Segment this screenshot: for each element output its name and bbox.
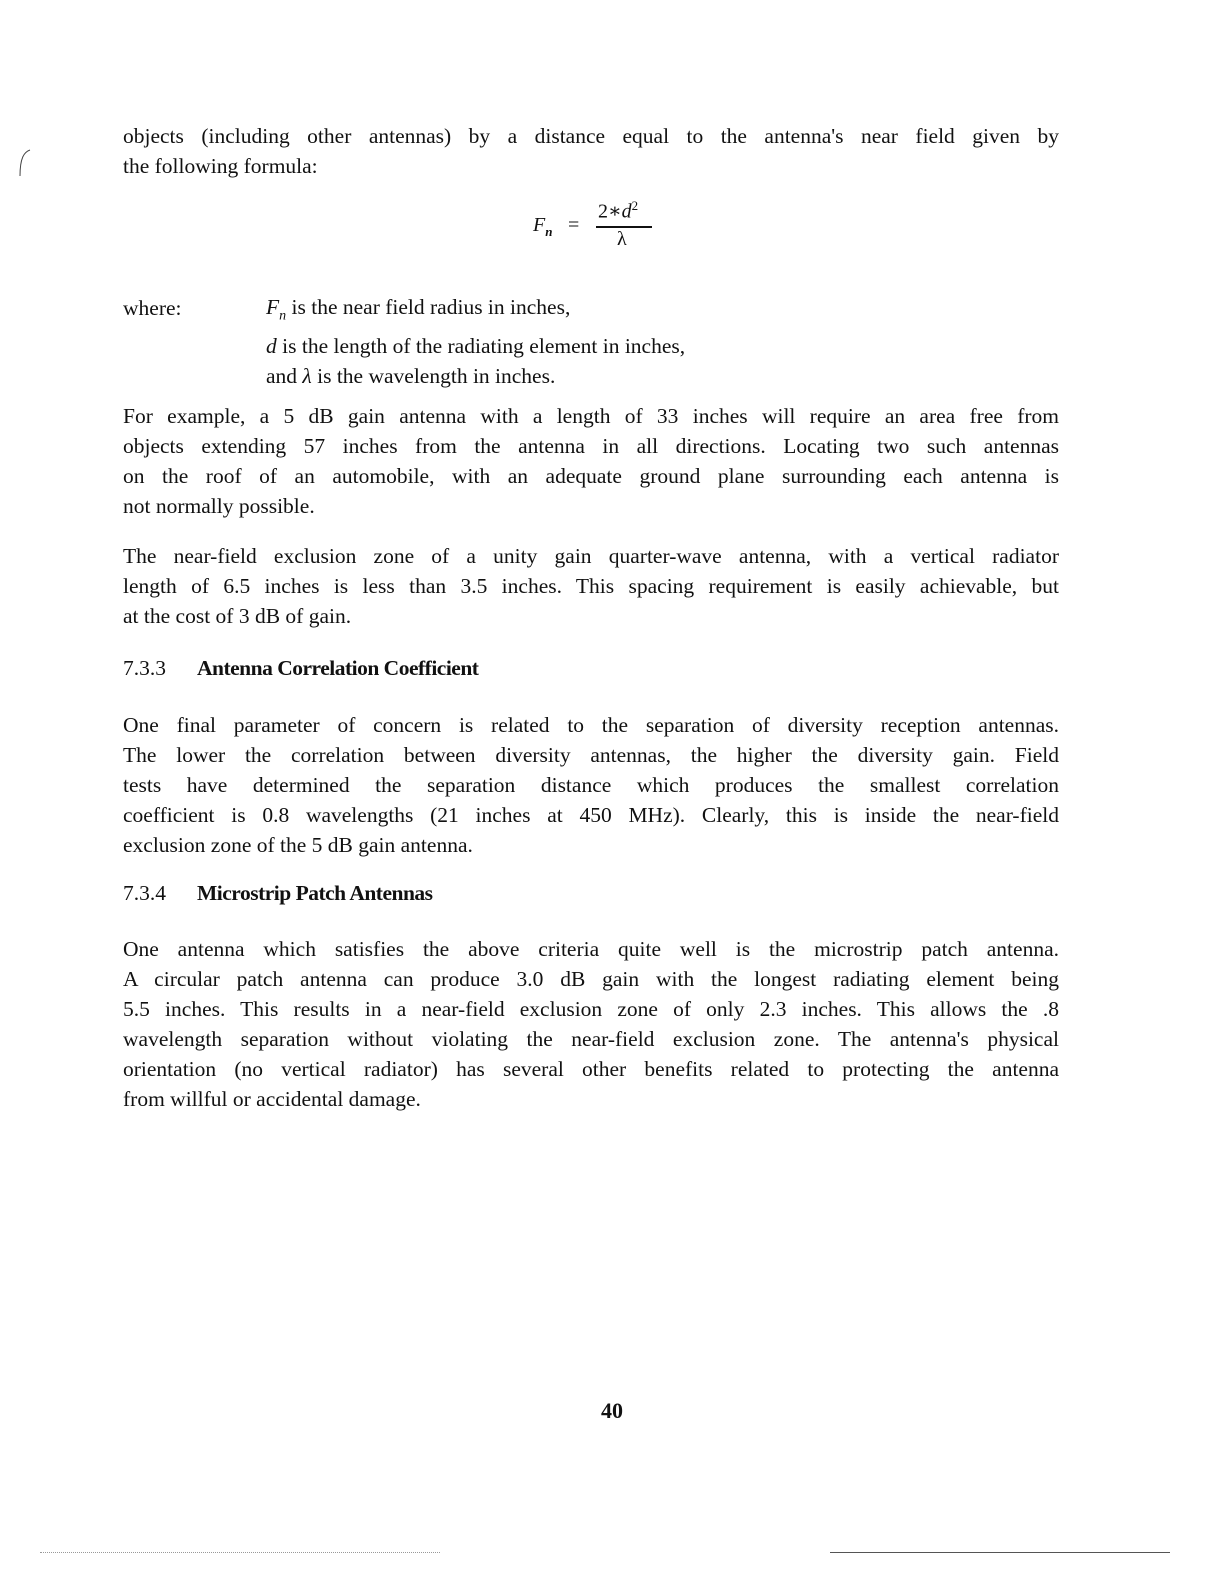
text-line: not normally possible.	[123, 494, 315, 518]
text-line: For example, a 5 dB gain antenna with a length of 33 inches will require an area free from	[123, 404, 1059, 428]
section-heading-734	[123, 881, 433, 906]
text-line: A circular patch antenna can produce 3.0 dB gain with the longest radiating element being	[123, 967, 1059, 991]
example-paragraph	[123, 401, 1059, 521]
where-label: where:	[123, 296, 182, 320]
text-line: objects extending 57 inches from the antenna in all directions. Locating two such antennas	[123, 434, 1059, 458]
section-heading-733	[123, 656, 478, 681]
intro-paragraph	[123, 121, 1059, 181]
formula-denominator: λ	[617, 228, 627, 250]
section-number: 7.3.4	[123, 881, 166, 905]
formula-numerator: $2∗d^2$	[598, 198, 639, 223]
formula-lhs: $F_n$	[533, 214, 553, 239]
margin-pen-mark	[14, 148, 34, 178]
formula-equals: =	[568, 214, 580, 236]
microstrip-paragraph	[123, 934, 1059, 1114]
text-line: on the roof of an automobile, with an adequate ground plane surrounding each antenna is	[123, 464, 1059, 488]
text-line: The near-field exclusion zone of a unity gain quarter-wave antenna, with a vertical radiator	[123, 544, 1059, 568]
where-definitions	[266, 292, 685, 391]
text-line: at the cost of 3 dB of gain.	[123, 604, 352, 628]
text-line: the following formula:	[123, 154, 318, 178]
text-line: length of 6.5 inches is less than 3.5 inches. This spacing requirement is easily achievable, but	[123, 574, 1059, 598]
section-title: Antenna Correlation Coefficient	[197, 656, 479, 680]
text-line: coefficient is 0.8 wavelengths (21 inches at 450 MHz). Clearly, this is inside the near-field	[123, 803, 1059, 827]
definition-lambda: and λ is the wavelength in inches.	[266, 364, 556, 389]
text-line: One antenna which satisfies the above criteria quite well is the microstrip patch antenna.	[123, 937, 1059, 961]
text-line: wavelength separation without violating the near-field exclusion zone. The antenna's physical	[123, 1027, 1059, 1051]
text-line: tests have determined the separation distance which produces the smallest correlation	[123, 773, 1059, 797]
text-line: The lower the correlation between diversity antennas, the higher the diversity gain. Field	[123, 743, 1059, 767]
definition-fn: $F_n$ is the near field radius in inches,	[266, 295, 571, 324]
text-line: orientation (no vertical radiator) has several other benefits related to protecting the antenna	[123, 1057, 1059, 1081]
text-line: exclusion zone of the 5 dB gain antenna.	[123, 833, 473, 857]
text-line: from willful or accidental damage.	[123, 1087, 421, 1111]
scan-edge-dots	[40, 1552, 440, 1553]
scan-edge-line	[830, 1552, 1170, 1553]
definition-d: d is the length of the radiating element in inches,	[266, 334, 686, 359]
text-line: 5.5 inches. This results in a near-field exclusion zone of only 2.3 inches. This allows the .8	[123, 997, 1059, 1021]
near-field-formula	[530, 196, 660, 260]
section-title: Microstrip Patch Antennas	[197, 881, 433, 905]
exclusion-paragraph	[123, 541, 1059, 631]
text-line: objects (including other antennas) by a distance equal to the antenna's near field given by	[123, 124, 1059, 148]
page-number: 40	[601, 1398, 623, 1423]
correlation-paragraph	[123, 710, 1059, 860]
text-line: One final parameter of concern is related to the separation of diversity reception antennas.	[123, 713, 1059, 737]
section-number: 7.3.3	[123, 656, 166, 680]
